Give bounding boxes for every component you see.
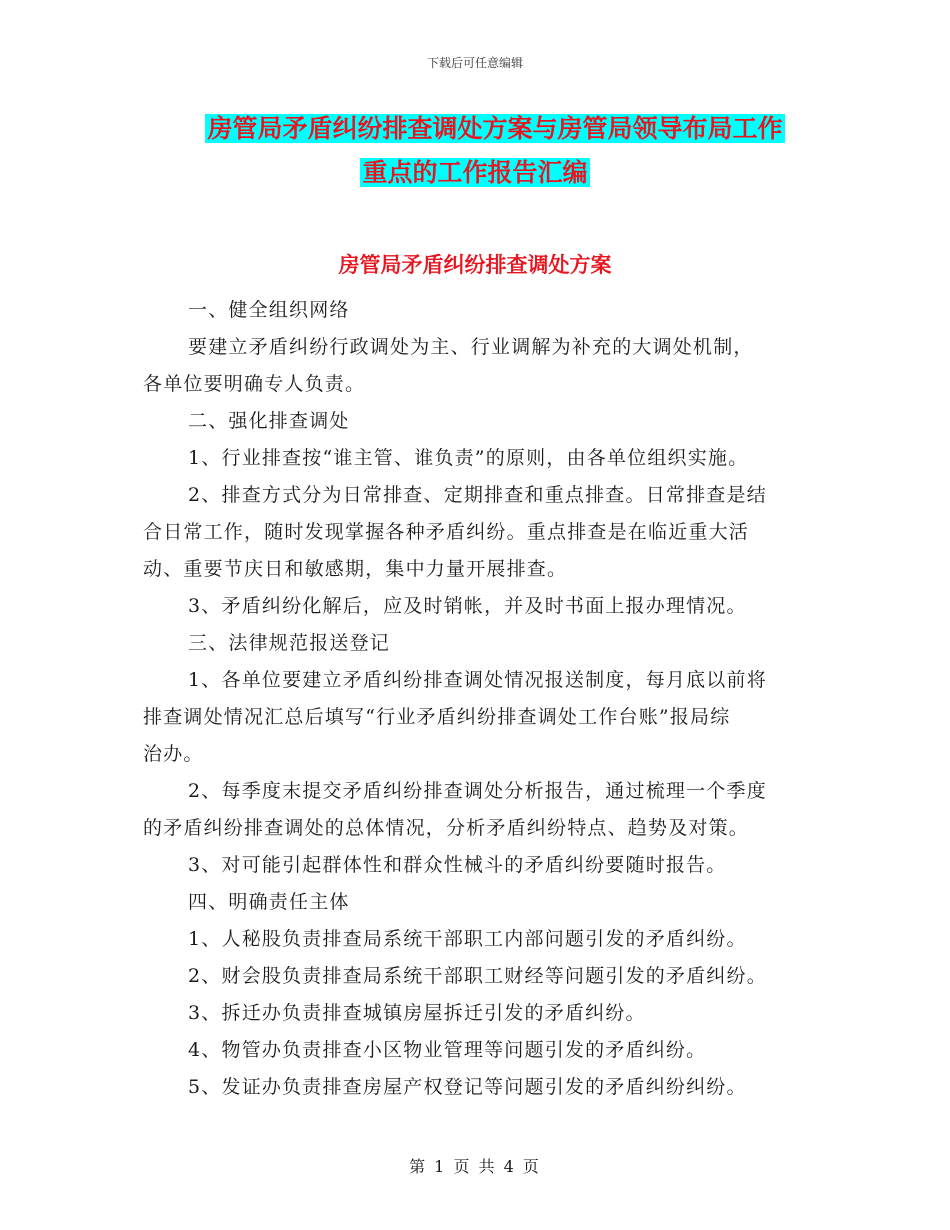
heading-1: 一、健全组织网络: [188, 299, 350, 321]
heading-2: 二、强化排查调处: [188, 410, 350, 432]
paragraph-line: 治办。: [143, 743, 204, 765]
header-note: 下载后可任意编辑: [426, 56, 523, 70]
paragraph-line: 2、财会股负责排查局系统干部职工财经等问题引发的矛盾纠纷。: [188, 965, 767, 987]
document-title-line-1: 房管局矛盾纠纷排查调处方案与房管局领导布局工作: [207, 114, 783, 143]
paragraph-line: 1、各单位要建立矛盾纠纷排查调处情况报送制度，每月底以前将: [188, 669, 767, 691]
paragraph-line: 的矛盾纠纷排查调处的总体情况，分析矛盾纠纷特点、趋势及对策。: [143, 817, 750, 839]
paragraph-line: 要建立矛盾纠纷行政调处为主、行业调解为补充的大调处机制，: [188, 336, 754, 358]
heading-3: 三、法律规范报送登记: [188, 632, 391, 654]
paragraph-line: 动、重要节庆日和敏感期，集中力量开展排查。: [143, 558, 568, 580]
paragraph-line: 2、排查方式分为日常排查、定期排查和重点排查。日常排查是结: [188, 484, 767, 506]
paragraph-line: 3、矛盾纠纷化解后，应及时销帐，并及时书面上报办理情况。: [188, 595, 747, 617]
document-title-line-2: 重点的工作报告汇编: [362, 158, 588, 187]
paragraph-line: 合日常工作，随时发现掌握各种矛盾纠纷。重点排查是在临近重大活: [143, 521, 750, 543]
paragraph-line: 3、对可能引起群体性和群众性械斗的矛盾纠纷要随时报告。: [188, 854, 727, 876]
paragraph-line: 1、行业排查按“谁主管、谁负责”的原则，由各单位组织实施。: [188, 447, 749, 469]
page-number-footer: 第 1 页 共 4 页: [409, 1157, 541, 1176]
section-title: 房管局矛盾纠纷排查调处方案: [338, 252, 612, 277]
heading-4: 四、明确责任主体: [188, 891, 350, 913]
paragraph-line: 2、每季度末提交矛盾纠纷排查调处分析报告，通过梳理一个季度: [188, 780, 767, 802]
paragraph-line: 4、物管办负责排查小区物业管理等问题引发的矛盾纠纷。: [188, 1039, 707, 1061]
paragraph-line: 各单位要明确专人负责。: [143, 373, 366, 395]
paragraph-line: 5、发证办负责排查房屋产权登记等问题引发的矛盾纠纷纠纷。: [188, 1076, 747, 1098]
paragraph-line: 1、人秘股负责排查局系统干部职工内部问题引发的矛盾纠纷。: [188, 928, 747, 950]
paragraph-line: 排查调处情况汇总后填写“行业矛盾纠纷排查调处工作台账”报局综: [143, 706, 731, 728]
paragraph-line: 3、拆迁办负责排查城镇房屋拆迁引发的矛盾纠纷。: [188, 1002, 646, 1024]
